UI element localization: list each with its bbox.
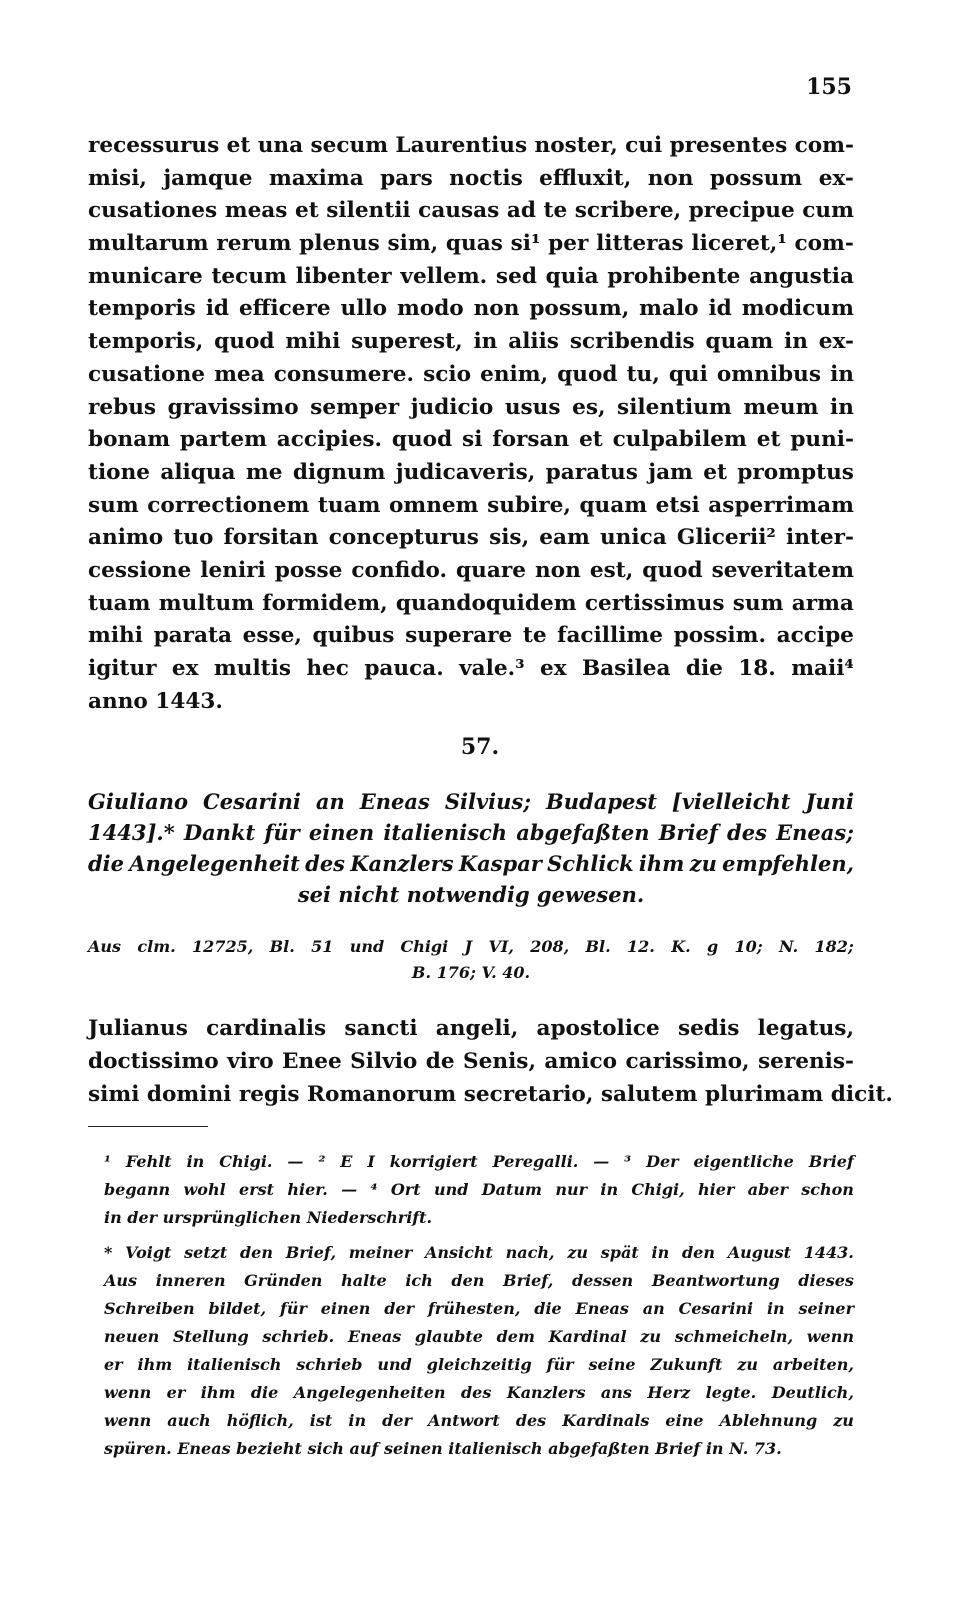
footnote-star-line: spüren. Eneas bezieht sich auf seinen italienisch abgefaßten Brief in N. 73. [104, 1439, 782, 1458]
body-line: cusatione mea consumere. scio enim, quod tu, qui omnibus in [88, 361, 854, 387]
footnote-line: begann wohl erst hier. — ⁴ Ort und Datum nur in Chigi, hier aber schon [104, 1180, 854, 1199]
source-line: Aus clm. 12725, Bl. 51 und Chigi J VI, 208, Bl. 12. K. g 10; N. 182; [88, 937, 854, 956]
footnote-star-line: * Voigt setzt den Brief, meiner Ansicht nach, zu spät in den August 1443. [104, 1243, 854, 1262]
footnotes-numbered [104, 1148, 854, 1232]
body-line: tione aliqua me dignum judicaveris, paratus jam et promptus [88, 459, 854, 485]
page-number: 155 [806, 74, 852, 100]
footnote-separator [88, 1126, 208, 1127]
footnotes-starred [104, 1239, 854, 1463]
heading-line: die Angelegenheit des Kanzlers Kaspar Schlick ihm zu empfehlen, [88, 851, 854, 876]
body-line: mihi parata esse, quibus superare te facillime possim. accipe [88, 623, 854, 649]
source-reference [88, 934, 854, 986]
body-line: rebus gravissimo semper judicio usus es, silentium meum in [88, 394, 854, 420]
body-line: municare tecum libenter vellem. sed quia prohibente angustia [88, 263, 854, 289]
body-line: cusationes meas et silentii causas ad te scribere, precipue cum [88, 198, 854, 224]
heading-line: 1443].* Dankt für einen italienisch abgefaßten Brief des Eneas; [88, 820, 854, 845]
body-line: tuam multum formidem, quandoquidem certissimus sum arma [88, 590, 854, 616]
body-line: cessione leniri posse confido. quare non est, quod severitatem [88, 557, 854, 583]
body-line: bonam partem accipies. quod si forsan et culpabilem et puni- [88, 427, 854, 453]
heading-line: sei nicht notwendig gewesen. [297, 882, 645, 907]
footnote-star-line: Schreiben bildet, für einen der frühesten, die Eneas an Cesarini in seiner [104, 1299, 854, 1318]
footnote-star-line: Aus inneren Gründen halte ich den Brief, dessen Beantwortung dieses [104, 1271, 854, 1290]
body-line: igitur ex multis hec pauca. vale.³ ex Basilea die 18. maii⁴ [88, 656, 854, 681]
salutation-line: doctissimo viro Enee Silvio de Senis, amico carissimo, serenis- [88, 1049, 854, 1074]
footnote-star-line: wenn er ihm die Angelegenheiten des Kanzlers ans Herz legte. Deutlich, [104, 1383, 854, 1402]
body-line: temporis id efficere ullo modo non possum, malo id modicum [88, 296, 854, 322]
footnote-star-line: wenn auch höflich, ist in der Antwort des Kardinals eine Ablehnung zu [104, 1411, 854, 1430]
body-line: temporis, quod mihi superest, in aliis scribendis quam in ex- [88, 329, 854, 355]
body-line: sum correctionem tuam omnem subire, quam etsi asperrimam [88, 492, 854, 518]
footnote-star-line: neuen Stellung schrieb. Eneas glaubte dem Kardinal zu schmeicheln, wenn [104, 1327, 854, 1346]
heading-line: Giuliano Cesarini an Eneas Silvius; Budapest [vielleicht Juni [88, 789, 854, 814]
body-line: misi, jamque maxima pars noctis effluxit, non possum ex- [88, 165, 854, 191]
salutation-line: simi domini regis Romanorum secretario, salutem plurimam dicit. [88, 1082, 893, 1107]
body-line: anno 1443. [88, 688, 223, 714]
letter-56-body [88, 130, 854, 718]
letter-57-salutation [88, 1012, 893, 1111]
body-line: multarum rerum plenus sim, quas si¹ per litteras liceret,¹ com- [88, 231, 854, 257]
letter-heading [88, 786, 854, 910]
letter-number: 57. [460, 734, 500, 760]
footnote-line: in der ursprünglichen Niederschrift. [104, 1208, 433, 1227]
source-line: B. 176; V. 40. [411, 963, 531, 982]
footnote-line: ¹ Fehlt in Chigi. — ² E I korrigiert Peregalli. — ³ Der eigentliche Brief [104, 1152, 854, 1171]
body-line: animo tuo forsitan concepturus sis, eam unica Glicerii² inter- [88, 525, 854, 551]
salutation-line: Julianus cardinalis sancti angeli, apostolice sedis legatus, [88, 1016, 854, 1041]
body-line: recessurus et una secum Laurentius noster, cui presentes com- [88, 133, 854, 158]
footnote-star-line: er ihm italienisch schrieb und gleichzeitig für seine Zukunft zu arbeiten, [104, 1355, 854, 1374]
